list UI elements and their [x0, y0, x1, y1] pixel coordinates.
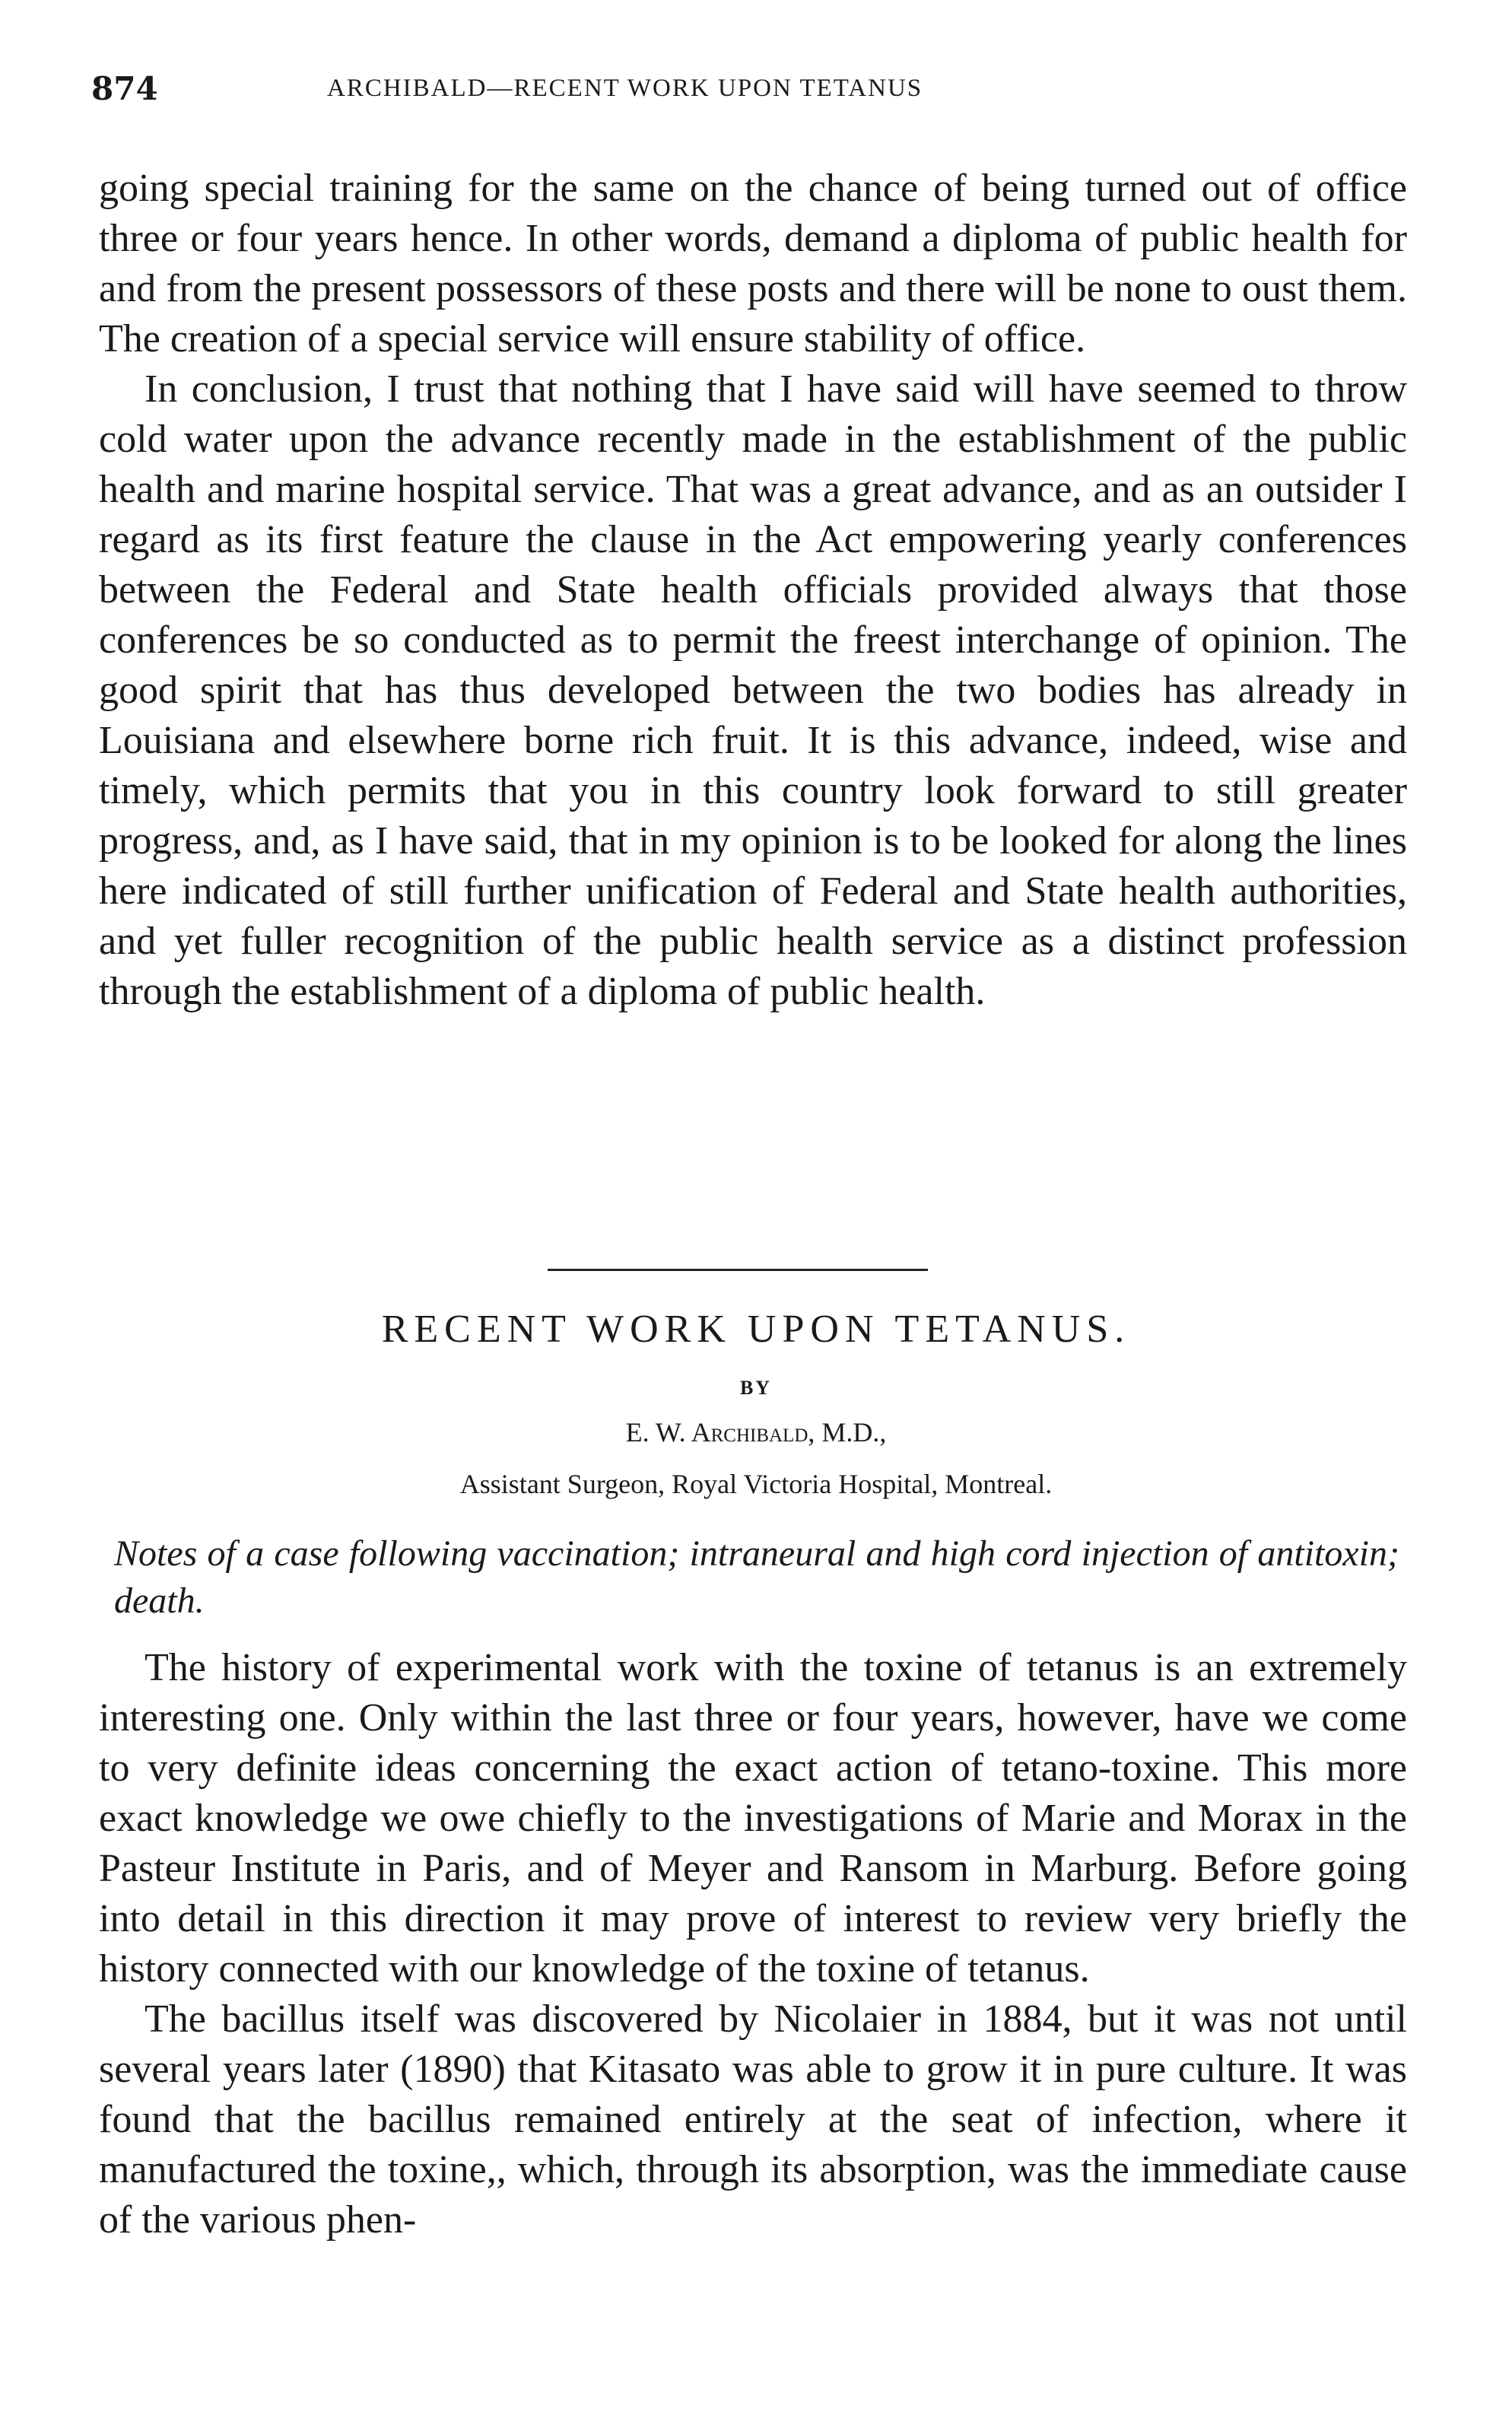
article-paragraph: The history of experimental work with the toxine of tetanus is an extremely interesting one. Only within the last three or four years, however, have we come to very definite ideas concerning the exact action of tetano-toxine. This more exact knowledge we owe chiefly to the investigations of Marie and Morax in the Pasteur Institute in Paris, and of Meyer and Ransom in Marburg. Before going into detail in this direction it may prove of interest to review very briefly the history connected with our knowledge of the toxine of tetanus.	[99, 1646, 1407, 1991]
previous-article-paragraph: In conclusion, I trust that nothing that I have said will have seemed to throw cold water upon the advance recently made in the establishment of the public health and marine hospital service. That was a great advance, and as an outsider I regard as its first feature the clause in the Act empowering yearly conferences between the Federal and State health officials provided always that those conferences be so conducted as to permit the freest interchange of opinion. The good spirit that has thus developed between the two bodies has already in Louisiana and elsewhere borne rich fruit. It is this advance, indeed, wise and timely, which permits that you in this country look forward to still greater progress, and, as I have said, that in my opinion is to be looked for along the lines here indicated of still further unification of Federal and State health authorities, and yet fuller recognition of the public health service as a distinct profession through the establishment of a diploma of public health.	[99, 367, 1407, 1013]
author-affiliation: Assistant Surgeon, Royal Victoria Hospital, Montreal.	[459, 1469, 1053, 1499]
page-number: 874	[91, 70, 158, 107]
article-body	[99, 1643, 1407, 2245]
page-header	[91, 70, 1421, 123]
byline-label: BY	[739, 1377, 773, 1399]
article-subtitle: Notes of a case following vaccination; intraneural and high cord injection of antitoxin; death.	[114, 1533, 1399, 1621]
running-head: ARCHIBALD—RECENT WORK UPON TETANUS	[327, 75, 923, 102]
previous-article-text	[99, 164, 1407, 1017]
article-title: RECENT WORK UPON TETANUS.	[381, 1308, 1131, 1351]
previous-article-paragraph: going special training for the same on the chance of being turned out of office three or four years hence. In other words, demand a diploma of public health for and from the present possessors of these posts and there will be none to oust them. The creation of a special service will ensure stability of office.	[99, 167, 1407, 361]
article-paragraph: The bacillus itself was discovered by Nicolaier in 1884, but it was not until several years later (1890) that Kitasato was able to grow it in pure culture. It was found that the bacillus remained entirely at the seat of infection, where it manufactured the toxine,, which, through its absorption, was the immediate cause of the various phen-	[99, 1997, 1407, 2242]
author-name: E. W. Archibald, M.D.,	[625, 1417, 887, 1447]
section-divider	[548, 1269, 928, 1271]
